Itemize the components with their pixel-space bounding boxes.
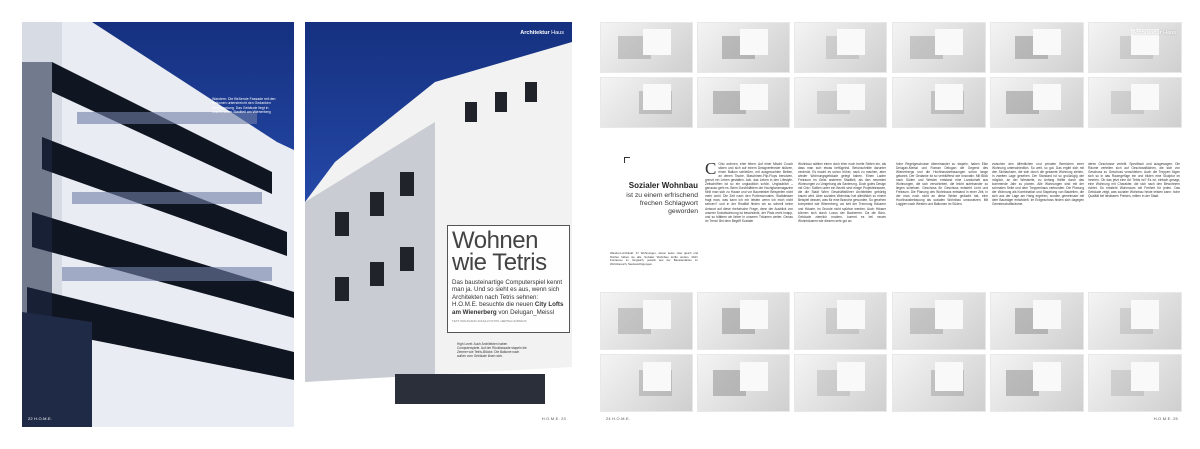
body-column-3: deren Geschosse verteilt. Spezifisch und ausgewogen: Die Räume verteilen sich auf Geschossflächen, die sich von Geschoss zu Geschoss verschieben. Auch die Treppen fügen sich so in das Raumgefüge ein und bilden eine Skulptur im Inneren. Ob das jetzt eine Art Tetris ist? Es ist, einfach gesagt, eine Wohnung mit Charakter, die sich nach den Bewohnern richtet. So entsteht Wohnraum mit Freiheit für jeden. Das Gebäude zeigt, was sozialer Wohnbau heute leisten kann: hohe Qualität bei leistbaren Preisen, mitten in der Stadt. <box>1088 162 1180 199</box>
body-column-2: zwischen den öffentlichen und privaten Bereichen einer Wohnung unterschiedlich. So weit, so gut. Das ergibt sich mit den Sichtachsen, die sich durch die gesamte Wohnung ziehen, in zweiten Lage gesehen. Der Standard ist so großzügig wie möglich, an der Westseite, zu Anfang Hälfte durch das kommende Jahr zu planen. Alle Wohnungen sind mit der schmalen Seite und dem Treppenhaus verbunden. Die Planung der Wohnung als Kombination und Stapelung von Bauteilen, die sich aus der Lage am Hang ergeben, wurden gemeinsam mit dem Bauträger entwickelt. Im Erdgeschoss finden sich dagegen Gemeinschaftsräume. <box>992 162 1084 207</box>
interior-photo <box>600 292 693 350</box>
photo-caption: High Level: Auch Architekten haben Computerspiele. Auf der Rückfassade stapeln die Zimmer wie Tetris-Blöcke. Die Balkone nach außen vom Gebäude lösen sich. <box>457 342 527 358</box>
title-box <box>447 225 570 333</box>
body-column-1: hohe Regelgeschosse übereinander zu stapeln, haben Elke Delugan-Meissl und Roman Delugan die Gegend des Wienerbergs und die Hochhausbebauungen schon lange gekannt. Der Gedanke ist so verblüffend wie innovativ: Mit Blick nach Süden und Westen entstand eine Landschaft aus Wohnungen, die sich verschieben, die leicht aufeinander zu liegen scheinen. Geschoss für Geschoss entsteht Licht und Freiraum. Die Planung des Wohnbaus entstand in einer Zeit, in der man noch nicht an diese Weise gedacht hat, eine Hochhausbebauung als sozialen Wohnbau umzusetzen. Mit Loggien nach Westen und Balkonen im Süden. <box>896 162 988 207</box>
interior-photo <box>990 292 1084 350</box>
section-tag <box>1132 30 1176 36</box>
interior-photo <box>1088 77 1182 128</box>
page-number: 22 H.O.M.E. <box>28 416 53 421</box>
interior-photo <box>697 354 790 412</box>
interior-photo <box>697 292 790 350</box>
interior-photo <box>892 354 986 412</box>
photo-caption: Wandern: Die fließende Fassade mit den Balkonen unterstreicht den Gedanken der Stapelung. Das Gebäude liegt in einem neuen Stadtteil am Wienerberg <box>212 97 276 114</box>
pull-quote <box>610 157 698 216</box>
interior-photo <box>892 77 986 128</box>
headline-line-2: wie Tetris <box>452 249 547 276</box>
page-number: H.O.M.E. 25 <box>1153 416 1178 421</box>
interior-photo <box>892 292 986 350</box>
page-article-left <box>600 22 890 427</box>
page-article-right <box>892 22 1184 427</box>
interior-photo <box>990 22 1084 73</box>
section-label: Architektur <box>520 30 550 36</box>
interior-photo <box>600 77 693 128</box>
headline-line-1: Wohnen <box>452 227 538 254</box>
interior-photo <box>794 22 887 73</box>
section-tag <box>520 30 564 36</box>
section-suffix: Haus <box>1163 30 1176 36</box>
interior-photo <box>697 22 790 73</box>
lead-intro: Das bausteinartige Computerspiel kennt man ja. Und so sieht es aus, wenn sich Architekten nach Tetris sehnen: H.O.M.E. besuchte die neuen <box>452 279 563 309</box>
section-suffix: Haus <box>551 30 564 36</box>
interior-photo <box>1088 292 1182 350</box>
interior-photo <box>794 292 887 350</box>
page-number: H.O.M.E. 23 <box>541 416 566 421</box>
body-text-1: Chic wohnen, eher leben: Auf einer Mischt Couch sitzen und sich auf einem Designerfenster stützen, einen Balkon schließen, mit ausgesuchten Betten, an denen Tische, Maschinen-Flip-Flops benutzen, grenzt ein Leben gestalten. Ach, das Leben in den Lifestyle-Zeitschriften ist so ein unglaublich schön. Unglaublich – genauso geht es. Beim Durchblättern der Hochglanzmagazine fühlt man sich zu Hause und vor Baumeister Beispielen nicht mehr wohl. Die Zeit nach den Portemonnaies. Stattdessen fragt man, was kann ich mir leisten wenn ich mich nicht sehnen? und in der Realität finden wir so schnell keine Antwort auf diese rhetorische Frage, denn der Ausblick von unserer Sozialwohnung ist beschränkt, der Platz recht knapp, und so blättern wir lieber in unseren Träumen weiter. Genau im Trend: Bei dem Begriff Sozialer <box>705 162 793 223</box>
interior-photo <box>1088 354 1182 412</box>
body-column-2: Wohnbau wählen einen doch eher noch breite Seiten ein, als dass man sich etwas beflügelnd. Betonschnitte darunter verdeckt. Es macht es schon früher, nach zu machen, aber wieder Wohnungsgebäude gelegt haben. Einen Laden Freiraum im Geist anderem Stadtteil, als den neuesten Wohnungen zu Umgebung als Sanierung. Doch gutes Design mit Chic: Sollten unter ein Bezirk sind einige Projektetrassen, die die Stadt Wien Geschäftsführer Architekten gebürtig bauen wird. Aber soziales Wohnbau hat allmählich zu einem Beispiel dessen, was für eine Branche geworden. So gesehen kompetent wie Wienerberg, wo seit der Trennung Häusern und Häuser, im Grunde nicht spürbar werden. Auch Häuser können sich durch Luxus der Bauherren. Da die Büro-Gebäude ziemlich modern, kommt es bei neuen Wohnhäusern wie diesem sehr gut an. <box>798 162 886 223</box>
interior-photo <box>697 77 790 128</box>
interior-photo <box>600 354 693 412</box>
photo-caption: Wandern-Architekt: 47 Wohnungen, davon keine zwei gleich und Rücher haben sie alle. Sozialer Wohnbau durfte anders. Mehr Freiraume im Vergleich, jeweils aus der Baustandarten im Wohnbereich, Neubesichtigungen. <box>610 252 698 266</box>
drop-cap: C <box>705 162 717 178</box>
author-credit: TEXT: WOLFGANG SCHULZ FOTOS: HERTHA HURNAUS <box>452 319 527 324</box>
section-label: Architektur <box>1132 30 1162 36</box>
page-left-photo <box>22 22 294 427</box>
interior-photo <box>990 354 1084 412</box>
lead-text <box>452 279 565 316</box>
interior-photo <box>794 77 887 128</box>
pull-quote-text: ist zu einem erfrischend frechen Schlagwort geworden <box>626 192 698 215</box>
interior-photo <box>892 22 986 73</box>
lead-architect: von Delugan_Meissl <box>498 308 555 316</box>
building-facade-photo <box>22 22 294 427</box>
interior-photo <box>794 354 887 412</box>
interior-photo <box>990 77 1084 128</box>
body-column-1 <box>705 162 793 280</box>
page-number: 24 H.O.M.E. <box>606 416 631 421</box>
quote-mark <box>624 157 630 163</box>
pull-quote-title: Sozialer Wohnbau <box>628 181 698 190</box>
interior-photo <box>600 22 693 73</box>
lead-highlight: City Lofts am Wienerberg <box>452 301 564 316</box>
page-title-spread <box>305 22 572 427</box>
